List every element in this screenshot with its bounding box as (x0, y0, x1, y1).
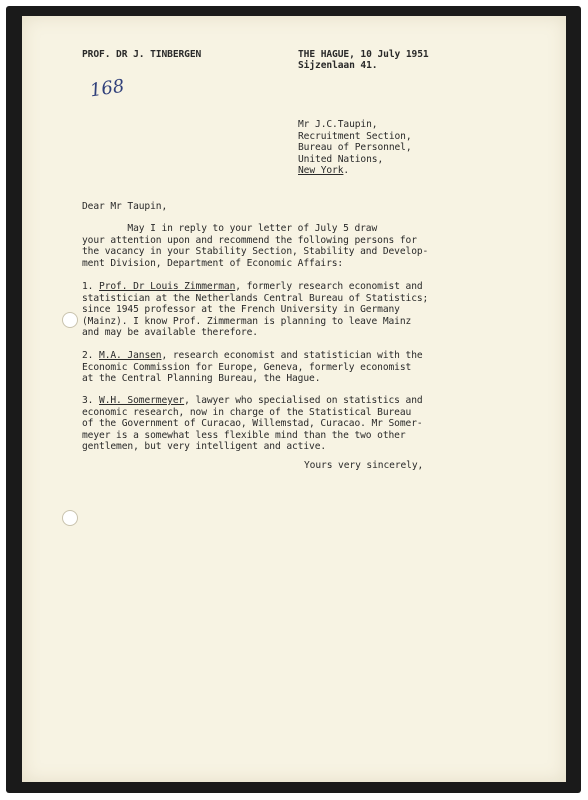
place-date: THE HAGUE, 10 July 1951 (298, 49, 429, 60)
candidate-line: since 1945 professor at the French University in Germany (82, 304, 400, 315)
candidate-line: Economic Commission for Europe, Geneva, formerly economist (82, 361, 412, 373)
recipient-address (298, 119, 412, 177)
candidate-line: statistician at the Netherlands Central Bureau of Statistics; (82, 292, 429, 304)
intro-line: May I in reply to your letter of July 5 draw (82, 223, 378, 234)
letter-page (22, 16, 566, 782)
closing: Yours very sincerely, (304, 460, 424, 471)
candidate-line: (Mainz). I know Prof. Zimmerman is planning to leave Mainz (82, 315, 412, 327)
candidate-3-paragraph (82, 395, 423, 453)
candidate-1-paragraph (82, 281, 428, 339)
punch-hole-top (62, 312, 78, 328)
candidate-name: M.A. Jansen (99, 350, 162, 361)
candidate-line: at the Central Planning Bureau, the Hague. (82, 373, 321, 384)
recipient-line: Recruitment Section, (298, 130, 412, 142)
candidate-line: meyer is a somewhat less flexible mind than the two other (82, 429, 406, 441)
candidate-line: gentlemen, but very intelligent and active. (82, 441, 327, 452)
candidate-line: economic research, now in charge of the Statistical Bureau (82, 406, 412, 418)
recipient-line: Mr J.C.Taupin, (298, 119, 378, 130)
punch-hole-bottom (62, 510, 78, 526)
candidate-first-line: 1. Prof. Dr Louis Zimmerman, formerly research economist and (82, 281, 423, 292)
intro-paragraph (82, 223, 428, 269)
archive-number-handwritten: 168 (88, 75, 126, 102)
candidate-line: of the Government of Curacao, Willemstad, Curacao. Mr Somer- (82, 418, 423, 429)
recipient-city: New York (298, 165, 344, 176)
salutation: Dear Mr Taupin, (82, 201, 168, 212)
recipient-line: Bureau of Personnel, (298, 142, 412, 153)
candidate-2-paragraph (82, 350, 423, 385)
intro-line: ment Division, Department of Economic Affairs: (82, 257, 344, 269)
candidate-line: and may be available therefore. (82, 327, 258, 338)
recipient-line: United Nations, (298, 153, 384, 165)
candidate-first-line: 2. M.A. Jansen, research economist and statistician with the (82, 350, 423, 361)
candidate-name: Prof. Dr Louis Zimmerman (99, 281, 236, 292)
recipient-city-line: New York. (298, 165, 350, 176)
intro-line: your attention upon and recommend the following persons for (82, 234, 417, 246)
sender-name: PROF. DR J. TINBERGEN (82, 49, 202, 60)
intro-line: the vacancy in your Stability Section, Stability and Develop- (82, 246, 429, 257)
sender-street: Sijzenlaan 41. (298, 60, 378, 71)
candidate-first-line: 3. W.H. Somermeyer, lawyer who specialised on statistics and (82, 395, 423, 406)
candidate-name: W.H. Somermeyer (99, 395, 185, 406)
